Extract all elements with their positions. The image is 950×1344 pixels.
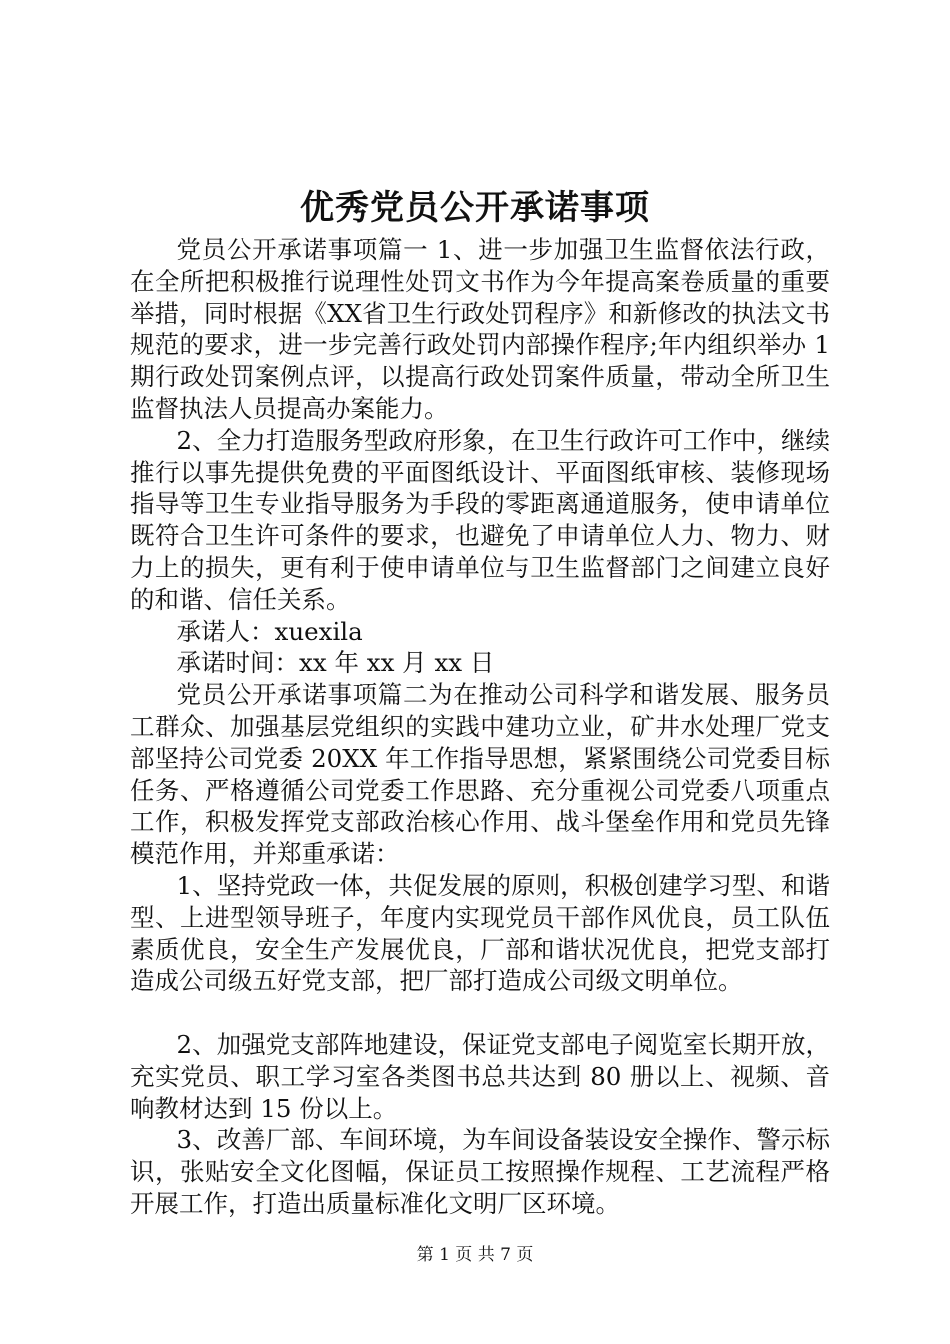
paragraph-part1-item1: 党员公开承诺事项篇一 1、进一步加强卫生监督依法行政，在全所把积极推行说理性处罚文书作为今年提高案卷质量的重要举措，同时根据《XX省卫生行政处罚程序》和新修改的执法文书规范的要求，进一步完善行政处罚内部操作程序;年内组织举办 1 期行政处罚案例点评，以提高行政处罚案件质量，带动全所卫生监督执法人员提高办案能力。 [130,235,830,423]
document-title: 优秀党员公开承诺事项 [300,188,650,228]
paragraph-part1-item2: 2、全力打造服务型政府形象，在卫生行政许可工作中，继续推行以事先提供免费的平面图纸设计、平面图纸审核、装修现场指导等卫生专业指导服务为手段的零距离通道服务，使申请单位既符合卫生许可条件的要求，也避免了申请单位人力、物力、财力上的损失，更有利于使申请单位与卫生监督部门之间建立良好的和谐、信任关系。 [130,425,830,614]
page-footer: 第 1 页 共 7 页 [416,1245,534,1265]
blank-line [130,997,830,1029]
promise-date-line: 承诺时间：xx 年 xx 月 xx 日 [176,648,495,678]
paragraph-part2-item1: 1、坚持党政一体，共促发展的原则，积极创建学习型、和谐型、上进型领导班子，年度内实现党员干部作风优良，员工队伍素质优良，安全生产发展优良，厂部和谐状况优良，把党支部打造成公司级五好党支部，把厂部打造成公司级文明单位。 [130,870,830,996]
promiser-line: 承诺人：xuexila [176,616,363,646]
paragraph-part2-item2: 2、加强党支部阵地建设，保证党支部电子阅览室长期开放，充实党员、职工学习室各类图书总共达到 80 册以上、视频、音响教材达到 15 份以上。 [130,1029,830,1123]
paragraph-part2-intro: 党员公开承诺事项篇二为在推动公司科学和谐发展、服务员工群众、加强基层党组织的实践中建功立业，矿井水处理厂党支部坚持公司党委 20XX 年工作指导思想，紧紧围绕公司党委目标任务、严格遵循公司党委工作思路、充分重视公司党委八项重点工作，积极发挥党支部政治核心作用、战斗堡垒作用和党员先锋模范作用，并郑重承诺： [130,680,830,869]
paragraph-part2-item3: 3、改善厂部、车间环境，为车间设备装设安全操作、警示标识，张贴安全文化图幅，保证员工按照操作规程、工艺流程严格开展工作，打造出质量标准化文明厂区环境。 [130,1125,830,1218]
document-body [130,234,830,1220]
